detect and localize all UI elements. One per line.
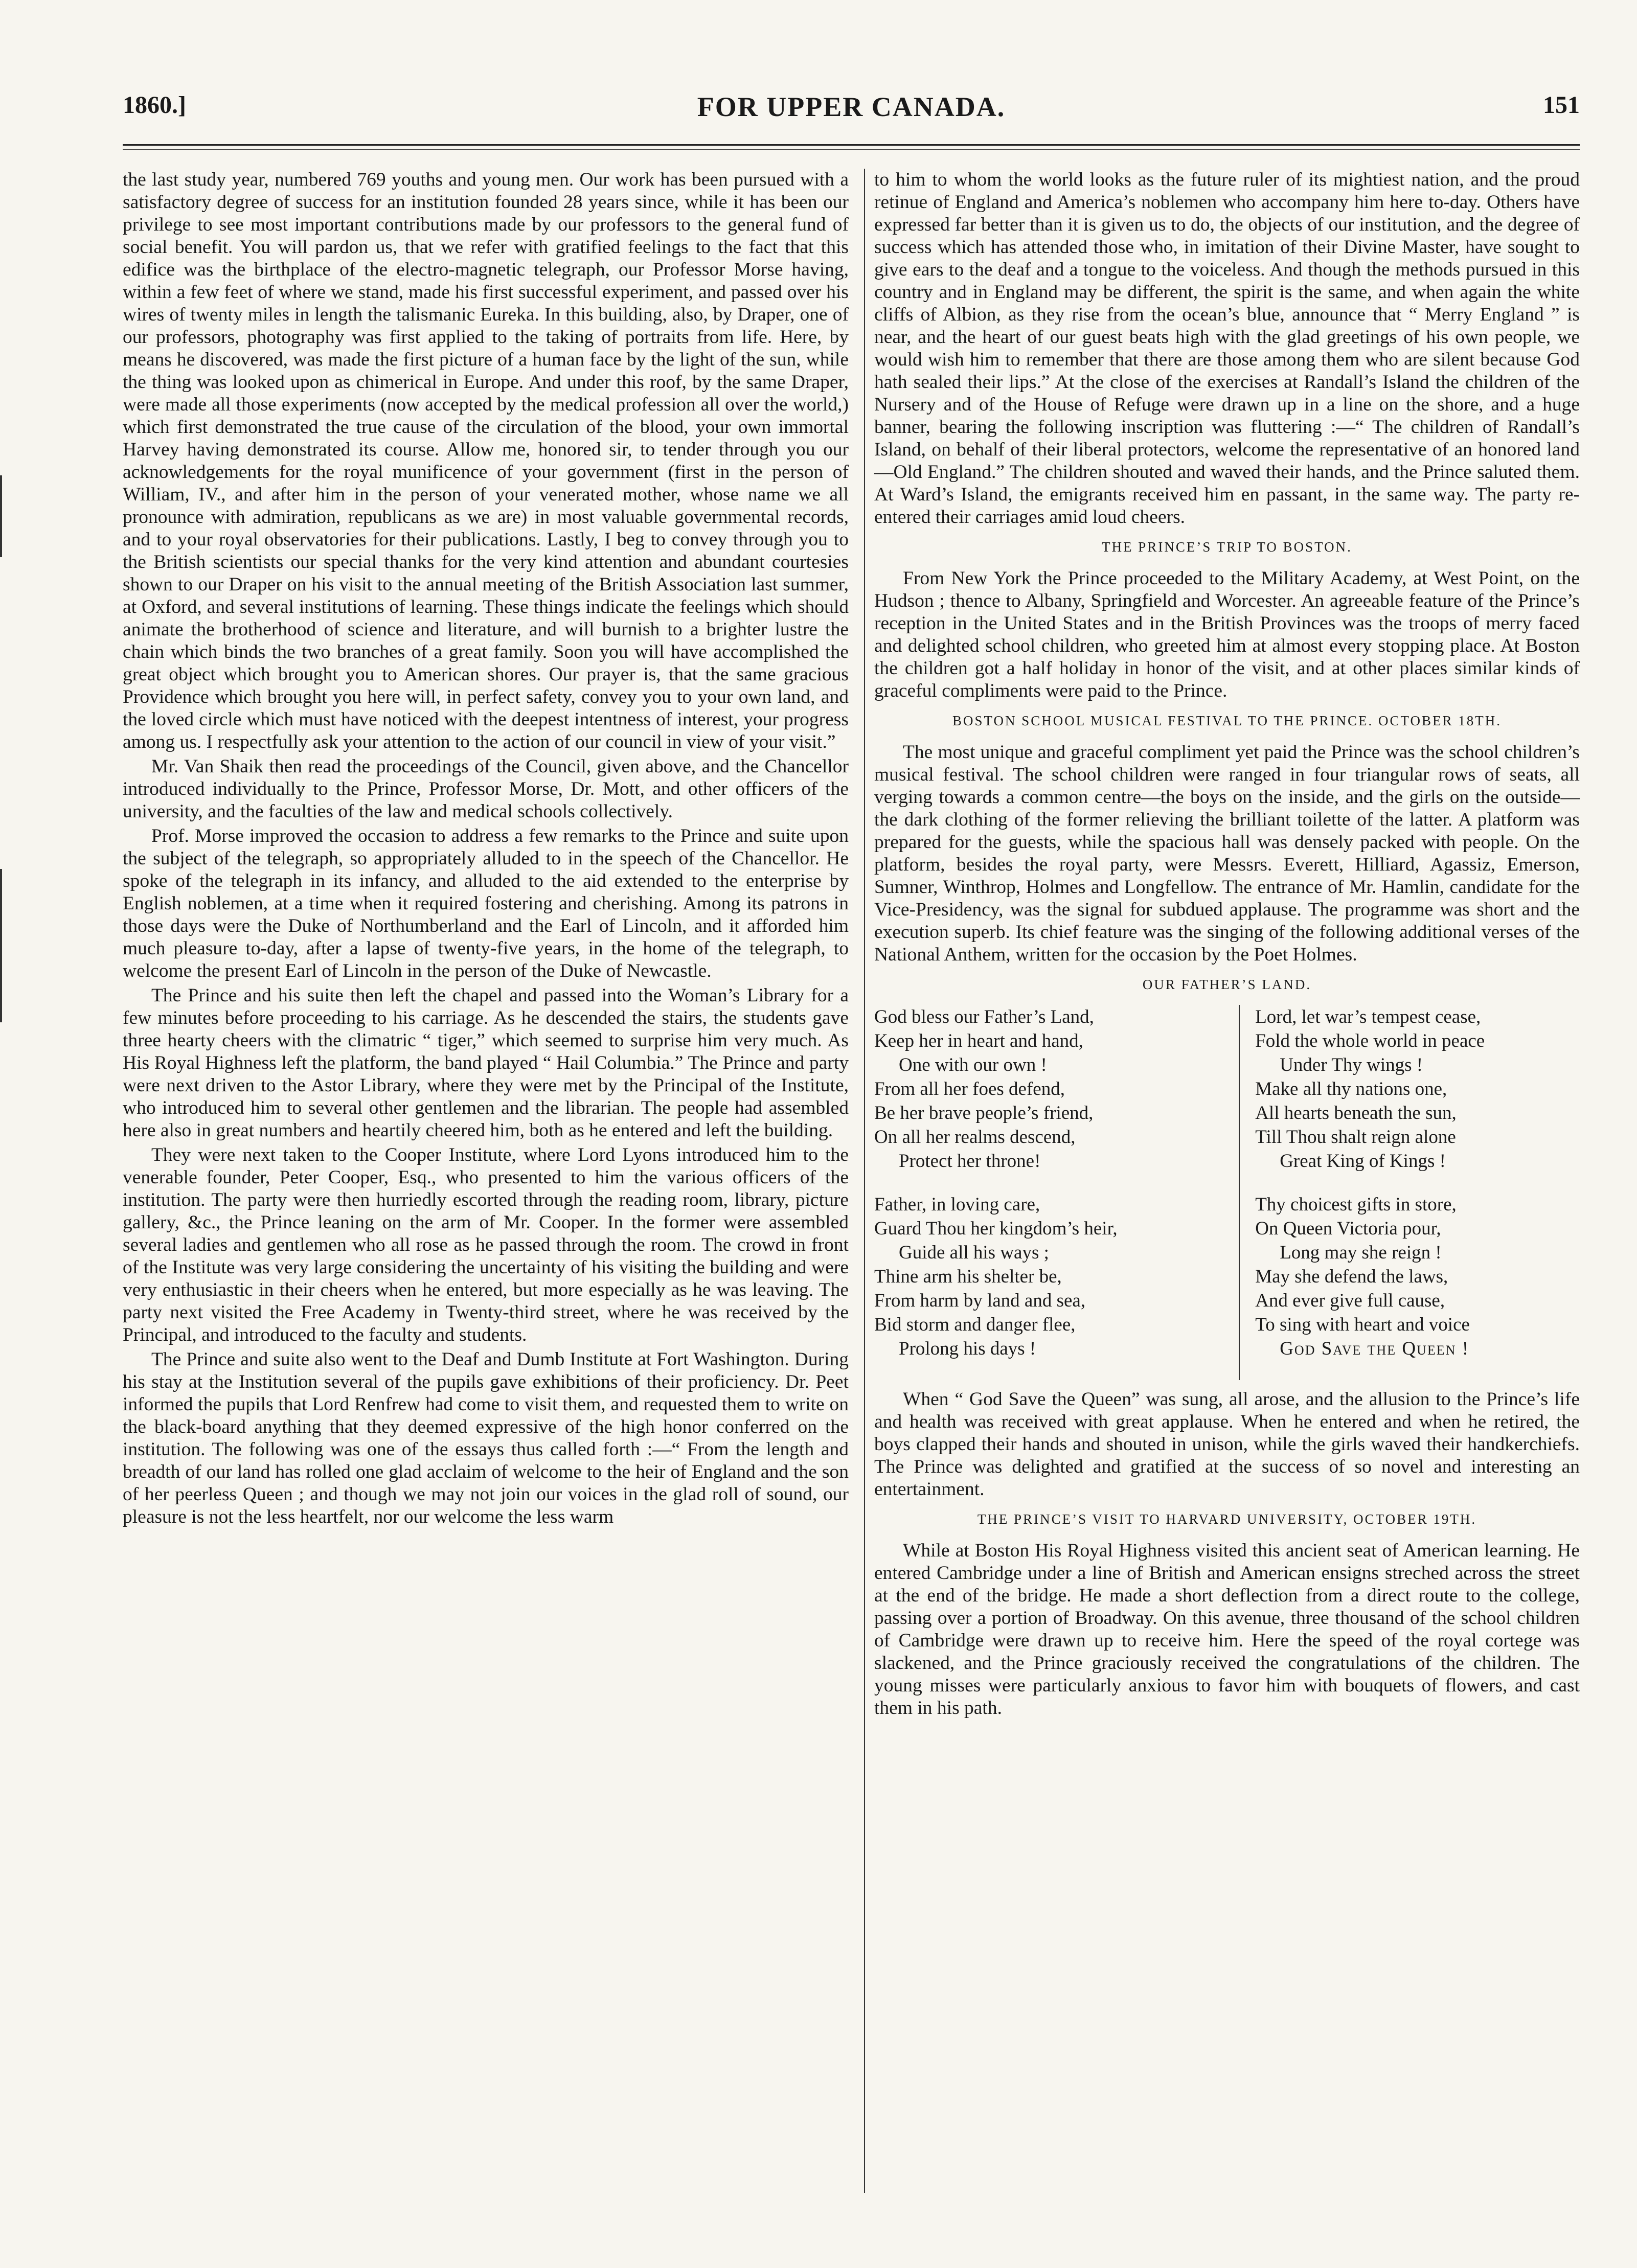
paragraph: When “ God Save the Queen” was sung, all arose, and the allusion to the Prince’s life and health was received with great applause. When he entered and when he retired, the boys clapped their hands and shouted in unison, while the girls waved their handkerchiefs. The Prince was delighted and gratified at the success of so novel and interesting an entertainment. <box>874 1389 1580 1500</box>
poem-line: From all her foes defend, <box>874 1079 1065 1099</box>
poem-line: All hearts beneath the sun, <box>1255 1103 1457 1124</box>
poem-line: Long may she reign ! <box>1280 1242 1442 1263</box>
poem-line: Thy choicest gifts in store, <box>1255 1194 1457 1215</box>
section-heading: THE PRINCE’S TRIP TO BOSTON. <box>1102 539 1352 555</box>
paragraph: Mr. Van Shaik then read the proceedings of the Council, given above, and the Chancellor introduced individually to the Prince, Professor Morse, Dr. Mott, and other officers of the university, and the faculties of the law and medical schools collectively. <box>123 756 849 822</box>
poem-line: And ever give full cause, <box>1255 1290 1445 1311</box>
right-column <box>874 169 1580 1722</box>
paragraph: The Prince and his suite then left the chapel and passed into the Woman’s Library for a few minutes before proceeding to his carriage. As he descended the stairs, the students gave three hearty cheers with the climatric “ tiger,” which seemed to surprise him very much. As His Royal Highness left the platform, the band played “ Hail Columbia.” The Prince and party were next driven to the Astor Library, where they were met by the Principal of the Institute, who introduced him to several other gentlemen and the librarian. The people had assembled here also in great numbers and heartily cheered him, both as he entered and left the building. <box>123 985 849 1141</box>
paragraph: They were next taken to the Cooper Institute, where Lord Lyons introduced him to the venerable founder, Peter Cooper, Esq., who presented to him the various officers of the institution. The party were then hurriedly escorted through the reading room, library, picture gallery, &c., the Prince leaning on the arm of Mr. Cooper. In the former were assembled several ladies and gentlemen who all rose as he passed through the room. The crowd in front of the Institute was very large considering the uncertainty of his visiting the building and were very enthusiastic in their cheers when he entered, but more especially as he was leaving. The party next visited the Free Academy in Twenty-third street, where he was received by the Principal, and introduced to the faculty and students. <box>123 1144 849 1345</box>
poem-line: On all her realms descend, <box>874 1127 1076 1148</box>
header-rule-thin <box>123 149 1580 150</box>
running-header <box>123 91 1580 137</box>
poem-line: Make all thy nations one, <box>1255 1079 1447 1099</box>
paragraph: The Prince and suite also went to the Deaf and Dumb Institute at Fort Washington. During his stay at the Institution several of the pupils gave exhibitions of their proficiency. Dr. Peet informed the pupils that Lord Renfrew had come to visit them, and requested them to write on the black-board anything that they deemed expressive of the high honor conferred on the institution. The following was one of the essays thus called forth :—“ From the length and breadth of our land has rolled one glad acclaim of welcome to the heir of England and the son of her peerless Queen ; and though we may not join our voices in the glad roll of sound, our pleasure is not the less heartfelt, nor our welcome the less warm <box>123 1349 849 1527</box>
paragraph: Prof. Morse improved the occasion to address a few remarks to the Prince and suite upon the subject of the telegraph, so appropriately alluded to in the speech of the Chancellor. He spoke of the telegraph in its infancy, and alluded to the aid extended to the enterprise by English noblemen, at a time when it required fostering and cherishing. Among its patrons in those days were the Duke of Northumberland and the Earl of Lincoln, and it afforded him much pleasure to-day, after a lapse of twenty-five years, in the home of the telegraph, to welcome the present Earl of Lincoln in the person of the Duke of Newcastle. <box>123 826 849 981</box>
poem-line: Keep her in heart and hand, <box>874 1030 1083 1051</box>
poem-line: Great King of Kings ! <box>1280 1151 1446 1172</box>
poem-line: On Queen Victoria pour, <box>1255 1218 1441 1239</box>
stanza <box>1255 1005 1580 1173</box>
header-rule <box>123 144 1580 146</box>
page-number: 151 <box>1543 91 1580 119</box>
poem-line: Guard Thou her kingdom’s heir, <box>874 1218 1118 1239</box>
poem-line: From harm by land and sea, <box>874 1290 1086 1311</box>
poem-line: Thine arm his shelter be, <box>874 1266 1062 1287</box>
poem-line: God bless our Father’s Land, <box>874 1006 1094 1027</box>
column-divider <box>864 169 865 2193</box>
poem-line: Lord, let war’s tempest cease, <box>1255 1006 1481 1027</box>
poem-title: OUR FATHER’S LAND. <box>1142 977 1312 992</box>
header-year: 1860.] <box>123 91 186 119</box>
poem-line: Prolong his days ! <box>899 1338 1036 1359</box>
poem-line: Be her brave people’s friend, <box>874 1103 1094 1124</box>
poem-line: One with our own ! <box>899 1055 1047 1075</box>
section-heading: BOSTON SCHOOL MUSICAL FESTIVAL TO THE PRINCE. OCTOBER 18TH. <box>952 713 1502 728</box>
margin-mark <box>0 475 12 557</box>
poem-right-column <box>1239 1005 1580 1380</box>
paragraph: While at Boston His Royal Highness visited this ancient seat of American learning. He entered Cambridge under a line of British and American ensigns streched across the street at the end of the bridge. He made a short deflection from a direct route to the college, passing over a portion of Broadway. On this avenue, three thousand of the school children of Cambridge were drawn up to receive him. Here the speed of the royal cortege was slackened, and the Prince graciously received the congratulations of the children. The young misses were particularly anxious to favor him with bouquets of flowers, and cast them in his path. <box>874 1540 1580 1719</box>
paragraph: The most unique and graceful compliment yet paid the Prince was the school children’s musical festival. The school children were ranged in four triangular rows of seats, all verging towards a common centre—the boys on the inside, and the girls on the outside—the dark clothing of the former relieving the brilliant toilette of the latter. A platform was prepared for the guests, while the spacious hall was densely packed with people. On the platform, besides the royal party, were Messrs. Everett, Hilliard, Agassiz, Emerson, Sumner, Winthrop, Holmes and Longfellow. The entrance of Mr. Hamlin, candidate for the Vice-Presidency, was the signal for subdued applause. The programme was short and the execution superb. Its chief feature was the singing of the following additional verses of the National Anthem, written for the occasion by the Poet Holmes. <box>874 742 1580 965</box>
poem-line: God Save the Queen ! <box>1280 1338 1470 1359</box>
poem-line: Father, in loving care, <box>874 1194 1040 1215</box>
paragraph: From New York the Prince proceeded to the Military Academy, at West Point, on the Hudson ; thence to Albany, Springfield and Worcester. An agreeable feature of the Prince’s reception in the United States and in the British Provinces was the troops of merry faced and delighted school children, who greeted him at almost every stopping place. At Boston the children got a half holiday in honor of the visit, and at other places similar kinds of graceful compliments were paid to the Prince. <box>874 568 1580 701</box>
poem-line: Fold the whole world in peace <box>1255 1030 1485 1051</box>
poem <box>874 1005 1580 1380</box>
poem-line: Guide all his ways ; <box>899 1242 1049 1263</box>
stanza <box>874 1005 1213 1173</box>
poem-line: May she defend the laws, <box>1255 1266 1448 1287</box>
poem-line: Till Thou shalt reign alone <box>1255 1127 1456 1148</box>
margin-mark <box>0 869 12 1022</box>
section-heading: THE PRINCE’S VISIT TO HARVARD UNIVERSITY, OCTOBER 19TH. <box>977 1511 1477 1527</box>
paragraph: to him to whom the world looks as the future ruler of its mightiest nation, and the proud retinue of England and America’s noblemen who accompany him here to-day. Others have expressed far better than it is given us to do, the objects of our institution, and the degree of success which has attended those who, in imitation of their Divine Master, have sought to give ears to the deaf and a tongue to the voiceless. And though the methods pursued in this country and in England may be different, the spirit is the same, and when again the white cliffs of Albion, as they rise from the ocean’s blue, announce that “ Merry England ” is near, and the heart of our guest beats high with the glad greetings of his own people, we would wish him to remember that there are those among them who are silent because God hath sealed their lips.” At the close of the exercises at Randall’s Island the children of the Nursery and of the House of Refuge were drawn up in a line on the shore, and a huge banner, bearing the following inscription was fluttering :—“ The children of Randall’s Island, on behalf of their liberal protectors, welcome the representative of an honored land—Old England.” The children shouted and waved their hands, and the Prince saluted them. At Ward’s Island, the emigrants received him en passant, in the same way. The party re-entered their carriages amid loud cheers. <box>874 169 1580 528</box>
header-title: FOR UPPER CANADA. <box>697 91 1006 122</box>
left-column <box>123 169 849 1530</box>
paragraph: the last study year, numbered 769 youths and young men. Our work has been pursued with a satisfactory degree of success for an institution founded 28 years since, while it has been our privilege to see most important contributions made by our professors to the general fund of social benefit. You will pardon us, that we refer with gratified feelings to the fact that this edifice was the birthplace of the electro-magnetic telegraph, our Professor Morse having, within a few feet of where we stand, made his first successful experiment, and passed over his wires of twenty miles in length the talismanic Eureka. In this building, also, by Draper, one of our professors, photography was first applied to the taking of portraits from life. Here, by means he discovered, was made the first picture of a human face by the light of the sun, while the thing was looked upon as chimerical in Europe. And under this roof, by the same Draper, were made all those experiments (now accepted by the medical profession all over the world,) which first demonstrated the true cause of the circulation of the blood, your own immortal Harvey having demonstrated its course. Allow me, honored sir, to tender through you our acknowledgements for the royal munificence of your government (first in the person of William, IV., and after him in the person of your venerated mother, whose name we all pronounce with admiration, republicans as we are) in most valuable governmental records, and to your royal observatories for their publications. Lastly, I beg to convey through you to the British scientists our special thanks for the very kind attention and abundant courtesies shown to our Draper on his visit to the annual meeting of the British Association last summer, at Oxford, and several institutions of learning. These things indicate the feelings which should animate the brotherhood of science and literature, and will burnish to a brighter lustre the chain which binds the two branches of a great family. Soon you will have accomplished the great object which brought you to American shores. Our prayer is, that the same gracious Providence which brought you here will, in perfect safety, convey you to your own land, and the loved circle which must have noticed with the deepest intentness of interest, your progress among us. I respectfully ask your attention to the action of our council in view of your visit.” <box>123 169 849 752</box>
poem-line: Under Thy wings ! <box>1280 1055 1423 1075</box>
poem-line: To sing with heart and voice <box>1255 1314 1470 1335</box>
poem-left-column <box>874 1005 1213 1380</box>
poem-line: Bid storm and danger flee, <box>874 1314 1076 1335</box>
stanza <box>874 1193 1213 1361</box>
poem-line: Protect her throne! <box>899 1151 1041 1172</box>
stanza <box>1255 1193 1580 1361</box>
